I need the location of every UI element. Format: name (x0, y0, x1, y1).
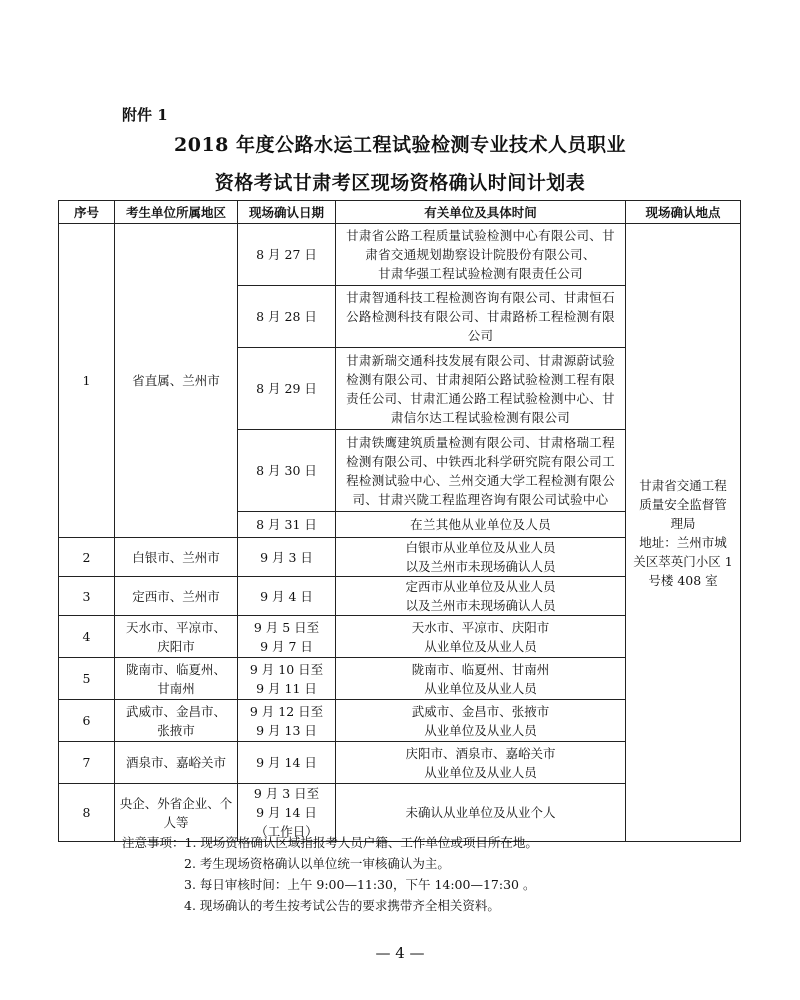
row-region (115, 700, 238, 742)
header-region: 考生单位所属地区 (115, 201, 238, 224)
row-region (115, 577, 238, 616)
row-date: 8 月 30 日 (238, 430, 336, 512)
row-units (336, 430, 626, 512)
header-location: 现场确认地点 (626, 201, 741, 224)
cell-line: 从业单位及从业人员 (424, 680, 537, 696)
cell-line: 关区萃英门小区 1 (633, 553, 733, 569)
cell-line: 甘南州 (157, 680, 195, 696)
cell-line: 武威市、金昌市、张掖市 (411, 703, 550, 719)
table-row (59, 224, 741, 286)
cell-line: 定西市、兰州市 (132, 588, 220, 604)
cell-line: 9 月 14 日 (256, 755, 317, 770)
cell-line: 9 月 3 日 (260, 549, 313, 565)
row-units (336, 658, 626, 700)
cell-line: 庆阳市、酒泉市、嘉峪关市 (405, 745, 556, 761)
row-number: 8 (59, 784, 115, 842)
cell-line: （工作日） (255, 824, 318, 839)
cell-line: 9 月 12 日至 (249, 703, 324, 719)
cell-line: 陇南市、临夏州、 (125, 661, 226, 677)
table-header-row (59, 201, 741, 224)
cell-line: 9 月 7 日 (260, 638, 313, 654)
cell-line: 甘肃铁鹰建筑质量检测有限公司、甘肃格瑞工程 (346, 434, 615, 450)
cell-line: 张掖市 (157, 722, 195, 738)
cell-line: 以及兰州市未现场确认人员 (405, 598, 556, 613)
cell-line: 9 月 3 日至 (253, 786, 320, 801)
cell-line: 酒泉市、嘉峪关市 (125, 755, 226, 770)
schedule-table (58, 200, 741, 842)
note-item: 注意事项：1. 现场资格确认区域指报考人员户籍、工作单位或项目所在地。 (122, 835, 538, 850)
cell-line: 央企、外省企业、个 (119, 795, 233, 811)
notes-section (122, 832, 742, 916)
header-units: 有关单位及具体时间 (336, 201, 626, 224)
cell-line: 司、甘肃兴陇工程监理咨询有限公司试验中心 (352, 491, 609, 507)
row-number: 3 (59, 577, 115, 616)
cell-line: 白银市、兰州市 (132, 549, 220, 565)
cell-line: 在兰其他从业单位及人员 (410, 517, 551, 532)
row-number: 7 (59, 742, 115, 784)
cell-line: 武威市、金昌市、 (125, 703, 226, 719)
cell-line: 公司 (467, 328, 494, 343)
cell-line: 以及兰州市未现场确认人员 (405, 559, 556, 574)
cell-line: 陇南市、临夏州、甘南州 (411, 661, 550, 677)
cell-line: 9 月 10 日至 (249, 661, 324, 677)
row-units (336, 512, 626, 538)
cell-line: 9 月 4 日 (260, 588, 313, 604)
header-no: 序号 (59, 201, 115, 224)
cell-line: 定西市从业单位及从业人员 (405, 579, 556, 594)
row-region: 省直属、兰州市 (115, 224, 238, 538)
row-units (336, 224, 626, 286)
cell-line: 天水市、平凉市、庆阳市 (411, 619, 550, 635)
row-region (115, 538, 238, 577)
row-date: 8 月 31 日 (238, 512, 336, 538)
header-date: 现场确认日期 (238, 201, 336, 224)
note-item: 3. 每日审核时间：上午 9:00—11:30，下午 14:00—17:30 。 (184, 877, 536, 892)
row-units (336, 538, 626, 577)
row-region (115, 658, 238, 700)
cell-line: 从业单位及从业人员 (424, 638, 537, 654)
row-date: 8 月 28 日 (238, 286, 336, 348)
cell-line: 从业单位及从业人员 (424, 722, 537, 738)
row-number: 5 (59, 658, 115, 700)
cell-line: 肃省交通规划勘察设计院股份有限公司、 (365, 247, 596, 262)
cell-line: 肃信尔达工程试验检测有限公司 (390, 409, 571, 425)
cell-line: 天水市、平凉市、 (125, 619, 226, 635)
row-units (336, 286, 626, 348)
cell-line: 责任公司、甘肃汇通公路工程试验检测中心、甘 (346, 390, 615, 406)
document-title-line-2: 资格考试甘肃考区现场资格确认时间计划表 (214, 172, 586, 194)
cell-line: 甘肃新瑞交通科技发展有限公司、甘肃源蔚试验 (346, 352, 615, 368)
row-date (238, 700, 336, 742)
row-date (238, 616, 336, 658)
page-number: — 4 — (375, 944, 425, 962)
cell-line: 白银市从业单位及从业人员 (405, 540, 556, 555)
row-number: 2 (59, 538, 115, 577)
row-number: 4 (59, 616, 115, 658)
cell-line: 9 月 11 日 (256, 680, 317, 696)
row-date: 8 月 29 日 (238, 348, 336, 430)
cell-line: 程检测试验中心、兰州交通大学工程检测有限公 (346, 472, 615, 488)
cell-line: 9 月 14 日 (256, 805, 317, 820)
row-units (336, 700, 626, 742)
cell-line: 庆阳市 (157, 638, 195, 654)
cell-line: 9 月 5 日至 (253, 619, 320, 635)
confirmation-location (626, 224, 741, 842)
cell-line: 检测有限公司、甘肃昶陌公路试验检测工程有限 (346, 371, 615, 387)
row-number: 1 (59, 224, 115, 538)
row-units (336, 742, 626, 784)
cell-line: 甘肃智通科技工程检测咨询有限公司、甘肃恒石 (346, 290, 615, 305)
note-item: 4. 现场确认的考生按考试公告的要求携带齐全相关资料。 (184, 898, 500, 913)
row-date (238, 742, 336, 784)
cell-line: 质量安全监督管 (639, 496, 727, 512)
row-date (238, 658, 336, 700)
cell-line: 从业单位及从业人员 (424, 764, 537, 780)
cell-line: 号楼 408 室 (648, 572, 718, 588)
note-item: 2. 考生现场资格确认以单位统一审核确认为主。 (184, 856, 450, 871)
cell-line: 地址：兰州市城 (639, 534, 727, 550)
row-date: 8 月 27 日 (238, 224, 336, 286)
row-number: 6 (59, 700, 115, 742)
row-region (115, 742, 238, 784)
cell-line: 公路检测科技有限公司、甘肃路桥工程检测有限 (346, 309, 615, 324)
row-units (336, 616, 626, 658)
cell-line: 9 月 13 日 (256, 722, 317, 738)
document-title-line-1: 2018 年度公路水运工程试验检测专业技术人员职业 (174, 134, 626, 156)
row-region (115, 616, 238, 658)
cell-line: 人等 (163, 814, 189, 830)
cell-line: 甘肃省交通工程 (639, 477, 727, 493)
cell-line: 检测有限公司、中铁西北科学研究院有限公司工 (346, 453, 615, 469)
cell-line: 甘肃华强工程试验检测有限责任公司 (378, 266, 583, 281)
cell-line: 理局 (670, 515, 696, 531)
row-date (238, 538, 336, 577)
row-units (336, 577, 626, 616)
attachment-label: 附件 1 (122, 106, 168, 124)
cell-line: 甘肃省公路工程质量试验检测中心有限公司、甘 (346, 228, 615, 243)
cell-line: 未确认从业单位及从业个人 (405, 805, 556, 820)
row-units (336, 348, 626, 430)
row-date (238, 577, 336, 616)
